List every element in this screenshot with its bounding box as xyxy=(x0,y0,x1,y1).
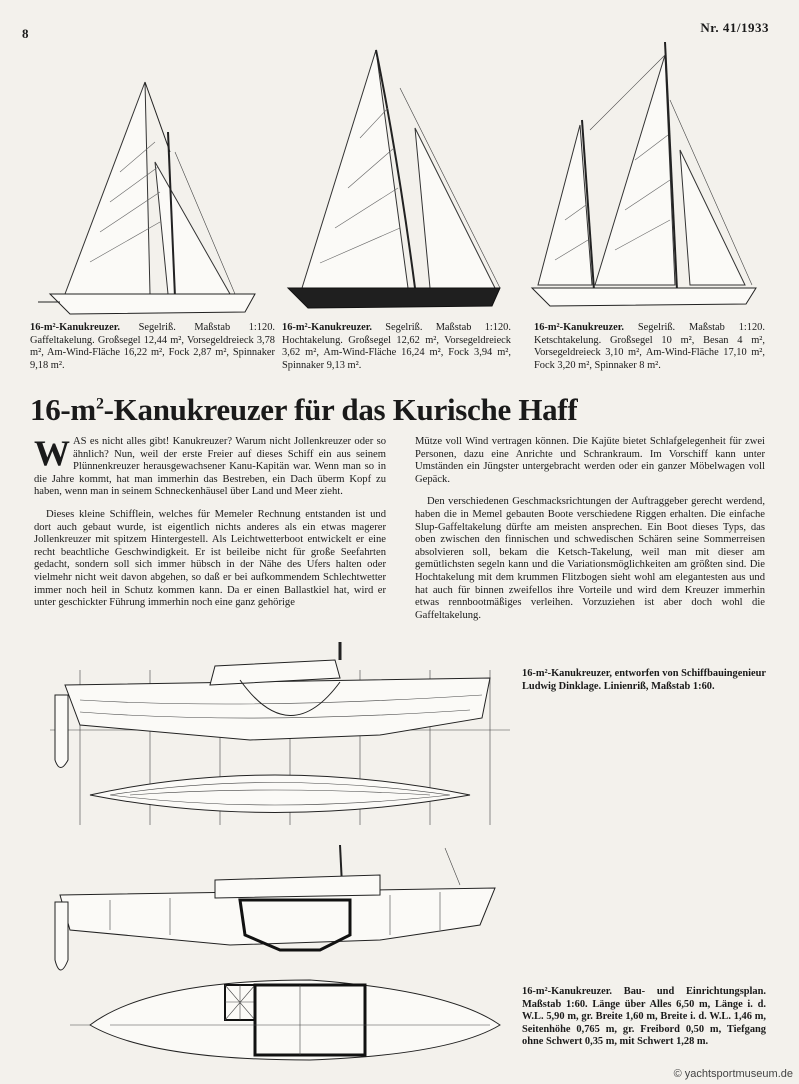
caption-title: 16-m²-Kanukreuzer. xyxy=(282,322,372,333)
caption-text: Segelriß. Maßstab 1:120. Hochtakelung. Großsegel 12,62 m², Vorsegeldreieck 3,62 m², Am-Wind-Fläche 16,24 m², Fock 3,94 m², Spinnaker 9,13 m². xyxy=(282,322,511,371)
sail-plan-ketch-drawing xyxy=(530,40,760,310)
article-column-right xyxy=(415,436,765,632)
caption-high-rig xyxy=(282,322,511,372)
caption-gaff-rig xyxy=(30,322,275,372)
caption-title: 16-m²-Kanukreuzer, entworfen von Schiffbauingenieur Ludwig Dinklage. xyxy=(522,668,766,692)
construction-plan-drawing xyxy=(50,840,510,1065)
article-paragraph: Dieses kleine Schifflein, welches für Memeler Rechnung entstanden ist und dort auch gebaut wurde, ist eigentlich nichts anderes als ein etwas magerer Jollenkreuzer mit spitzem Hintergestell. Als Leichtwetterboot entwickelt er eine recht beachtliche Geschwindigkeit. Er ist beileibe nicht für große Seefahrten gedacht, sondern soll sich immer hübsch in der Nähe des Ufers halten oder vielmehr nicht weit davon abgehen, so daß er bei aufkommendem Schlechtwetter immer noch heil in Schutz kommen kann. Da er einen Ballastkiel hat, wird er unter geschickter Führung immerhin noch eine ganz gehörige xyxy=(34,508,386,609)
page-number: 8 xyxy=(22,26,29,41)
caption-title: 16-m²-Kanukreuzer. xyxy=(30,322,120,333)
article-headline: $16-m^2$-Kanukreuzer für das Kurische Haff xyxy=(30,392,578,427)
caption-text: Linienriß, Maßstab 1:60. xyxy=(603,680,715,692)
caption-construction-plan xyxy=(522,986,766,1049)
drop-cap: W xyxy=(34,433,70,473)
sail-plan-gaff-drawing xyxy=(30,72,262,322)
caption-text: Segelriß. Maßstab 1:120. Ketschtakelung. Großsegel 10 m², Besan 4 m², Vorsegeldreieck 3,10 m², Am-Wind-Fläche 17,10 m², Fock 3,20 m², Spinnaker 8 m². xyxy=(534,322,765,371)
article-paragraph: Den verschiedenen Geschmacksrichtungen der Auftraggeber gerecht werdend, haben die in Memel gebauten Boote verschiedene Riggen erhalten. Die einfache Slup-Gaffeltakelung dürfte am meisten ansprechen. Ein Boot dieses Typs, das oben zwischen den finnischen und schwedischen Schären seine Sommerreisen absolvieren soll, bekam die Ketsch-Takelung, weil man mit dieser am gemütlichsten segeln kann und die Variationsmöglichkeiten am größten sind. Die Hochtakelung mit dem krummen Flitzbogen sieht wohl am elegantesten aus und hat auch für binnen zweifellos ihre Vorteile und wird dem Kreuzer immerhin etwas rennbootmäßiges verleihen. Vorzuziehen ist aber doch wohl die Gaffeltakelung. xyxy=(415,496,765,621)
caption-title: 16-m²-Kanukreuzer. xyxy=(522,986,612,997)
caption-lines-plan xyxy=(522,668,766,693)
lines-plan-drawing xyxy=(50,640,510,830)
caption-title: 16-m²-Kanukreuzer. xyxy=(534,322,624,333)
article-paragraph: Mütze voll Wind vertragen können. Die Kajüte bietet Schlafgelegenheit für zwei Personen, dazu eine Anrichte und Schrankraum. Im Vorschiff kann unter Umständen ein Jüngster untergebracht werden oder ein ganzer Möbelwagen voll Gepäck. xyxy=(415,436,765,485)
caption-text: Segelriß. Maßstab 1:120. Gaffeltakelung. Großsegel 12,44 m², Vorsegeldreieck 3,78 m², Am-Wind-Fläche 16,22 m², Fock 2,87 m², Spinnaker 9,18 m². xyxy=(30,322,275,371)
watermark: © yachtsportmuseum.de xyxy=(673,1068,793,1080)
caption-text: Bau- und Einrichtungsplan. Maßstab 1:60. Länge über Alles 6,50 m, Länge i. d. W.L. 5,90 m, gr. Breite 1,60 m, Breite i. d. W.L. 1,46 m, Seitenhöhe 0,765 m, gr. Freibord 0,50 m, Tiefgang ohne Schwert 0,35 m, mit Schwert 1,28 m. xyxy=(522,986,766,1048)
article-column-left xyxy=(34,433,386,620)
issue-number: Nr. 41/1933 xyxy=(700,20,769,35)
sail-plan-bermuda-drawing xyxy=(280,48,510,316)
article-paragraph: WAS es nicht alles gibt! Kanukreuzer? Warum nicht Jollenkreuzer oder so ähnlich? Nun, weil der erste Freier auf dieses Schiff ein aus seinem Plünnenkreuzer herausgewachsener Kanu-Kapitän war. Wenn man so in die Jahre kommt, hat man immerhin das Bestreben, ein Dach überm Kopf zu haben, wenn man in seinem Schneckenhäusel über Land und Meer zieht. xyxy=(34,433,386,498)
caption-ketch-rig xyxy=(534,322,765,372)
